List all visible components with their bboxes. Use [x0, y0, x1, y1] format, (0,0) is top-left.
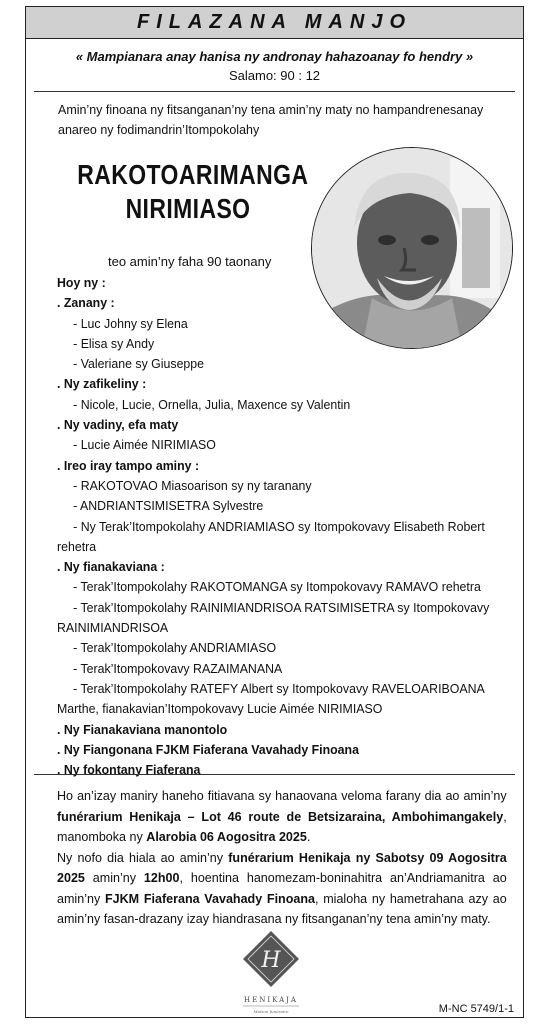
scripture-reference: Salamo: 90 : 12: [228, 68, 321, 83]
list-item: - Terak’Itompokolahy RAINIMIANDRISOA RATSIMISETRA sy Itompokovavy: [73, 599, 490, 615]
divider: [34, 91, 515, 92]
list-item-continuation: Marthe, fianakavian’Itompokovavy Lucie Aimée NIRIMIASO: [57, 701, 383, 717]
funeral-details: [57, 786, 507, 930]
obituary-notice: [25, 6, 524, 1018]
svg-text:H: H: [261, 948, 281, 973]
text-span: amin’ny: [84, 870, 144, 885]
list-item-continuation: rehetra: [57, 538, 97, 554]
wake-date: Alarobia 06 Aogositra 2025: [146, 829, 307, 844]
list-item: - Luc Johny sy Elena: [73, 315, 188, 331]
diamond-h-monogram-logo: [237, 926, 357, 1018]
text-span: Ny nofo dia hiala ao amin’ny: [57, 849, 229, 865]
list-item: - RAKOTOVAO Miasoarison sy ny taranany: [73, 477, 312, 493]
section-heading: . Ny Fiangonana FJKM Fiaferana Vavahady Finoana: [57, 741, 359, 757]
notice-header: [26, 7, 523, 39]
announcement-intro: Amin’ny finoana ny fitsanganan’ny tena amin’ny maty no hampandrenesanay anareo ny fodimandrin’Itompokolahy: [58, 102, 484, 137]
departure-date: funérarium Henikaja ny Sabotsy 09 Aogositra 2025: [57, 849, 507, 885]
deceased-name-line1: RAKOTOARIMANGA: [77, 159, 309, 190]
list-item: - Terak’Itompokolahy RAKOTOMANGA sy Itompokovavy RAMAVO rehetra: [73, 579, 481, 595]
list-item: - Elisa sy Andy: [73, 335, 155, 351]
list-item: - Terak’Itompokolahy ANDRIAMIASO: [73, 640, 277, 656]
section-heading: . Ny fianakaviana :: [57, 559, 165, 575]
section-heading: . Ny zafikeliny :: [57, 376, 147, 392]
list-item-continuation: RAINIMIANDRISOA: [57, 620, 169, 636]
list-item: - Valeriane sy Giuseppe: [73, 356, 205, 372]
list-item: - Lucie Aimée NIRIMIASO: [73, 437, 216, 453]
family-list: [57, 273, 504, 780]
notice-title: FILAZANA MANJO: [136, 11, 413, 33]
scripture-quote: « Mampianara anay hanisa ny andronay hahazoanay fo hendry »: [75, 49, 474, 64]
logo-brand: HENIKAJA: [244, 996, 298, 1004]
divider: [34, 774, 515, 775]
henikaja-logo: [237, 926, 357, 1018]
text-span: .: [306, 829, 311, 844]
section-heading: . Zanany :: [57, 295, 115, 311]
deceased-name-line2: NIRIMIASO: [125, 193, 251, 224]
deceased-age: teo amin’ny faha 90 taonany: [108, 254, 272, 269]
section-heading: . Ny fokontany Fiaferana: [57, 762, 201, 778]
list-item: - ANDRIANTSIMISETRA Sylvestre: [73, 498, 264, 514]
list-item: - Terak’Itompokolahy RATEFY Albert sy Itompokovavy RAVELOARIBOANA: [73, 680, 485, 696]
church-name: FJKM Fiaferana Vavahady Finoana: [104, 890, 316, 906]
list-item: - Terak’Itompokovavy RAZAIMANANA: [73, 660, 283, 676]
wake-paragraph: [57, 786, 507, 848]
text-span: , mialoha ny hametrahana azy ao amin’ny fasan-drazany izay hiandrasana ny fitsanganan’ny tena amin’ny maty.: [57, 890, 507, 926]
section-heading: . Ny Fianakaviana manontolo: [57, 721, 228, 737]
logo-tagline: Maison funéraire: [253, 1009, 289, 1014]
text-span: , hoentina hanomezam-boninahitra an’Andriamanitra ao amin’ny: [57, 870, 507, 906]
text-span: Ho an’izay maniry haneho fitiavana sy hanaovana veloma farany dia ao amin’ny: [57, 788, 507, 803]
text-span: , manomboka ny: [57, 808, 507, 844]
section-heading: . Ireo iray tampo aminy :: [57, 457, 200, 473]
list-item: - Nicole, Lucie, Ornella, Julia, Maxence sy Valentin: [73, 396, 351, 412]
notice-reference: M-NC 5749/1-1: [438, 1003, 514, 1015]
section-heading: . Ny vadiny, efa maty: [57, 417, 179, 433]
service-paragraph: [57, 848, 507, 930]
funeral-home-address: funérarium Henikaja – Lot 46 route de Betsizaraina, Ambohimangakely: [57, 808, 504, 824]
list-item: - Ny Terak’Itompokolahy ANDRIAMIASO sy Itompokovavy Elisabeth Robert: [73, 518, 485, 534]
departure-time: 12h00: [143, 870, 180, 885]
family-intro: Hoy ny :: [57, 275, 106, 290]
